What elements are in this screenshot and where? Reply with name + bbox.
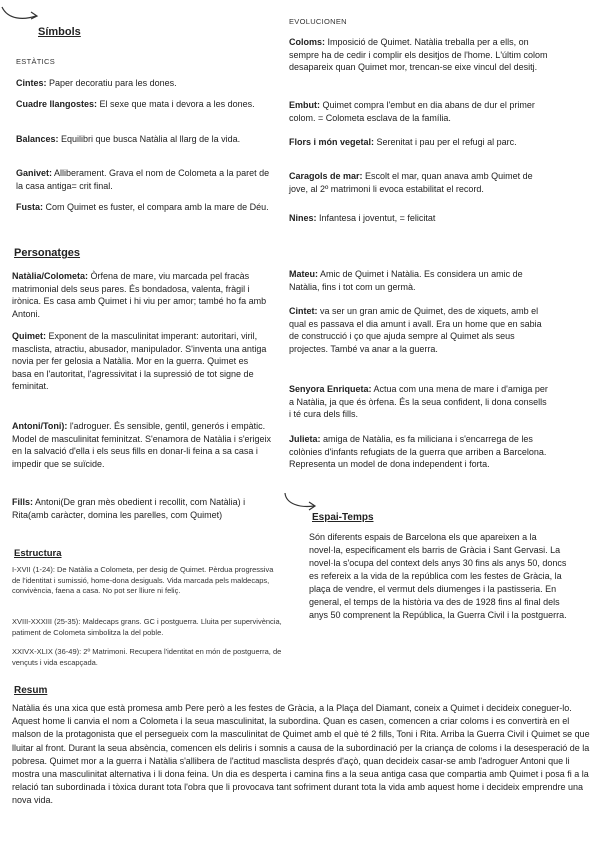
espai-temps-text: Són diferents espais de Barcelona els que apareixen a la novel·la, especificament els barris de Gràcia i Sant Gervasi. La novel·la s'ocupa del context dels anys 30 fins als anys 50, doncs es refereix a la vida de la república com les festes de Gràcia, la plaça de vendre, el vermut dels diumenges i la pastisseria. En general, el temps de la història va des de 1928 fins al final dels anys 50 comprenent la República, la Guerra Civil i la postguerra. <box>309 532 567 620</box>
simbol-cintes: Cintes: Paper decoratiu para les dones. <box>16 78 177 88</box>
simbol-ganivet: Ganivet: Alliberament. Grava el nom de Colometa a la paret de la casa antiga= crit final. <box>16 168 270 191</box>
personatge-julieta: Julieta: amiga de Natàlia, es fa miliciana i s'encarrega de les colònies d'infants refugiats de la guerra que arriben a Barcelona. Representa un model de dona independent i forta. <box>289 434 547 469</box>
personatge-fills: Fills: Antoni(De gran mès obedient i recollit, com Natàlia) i Rita(amb caràcter, domina les parelles, com Quimet) <box>12 497 246 520</box>
espai-temps-title: Espai-Temps <box>312 512 374 523</box>
simbols-subtitle: ESTÀTICS <box>16 57 56 66</box>
resum-title: Resum <box>14 685 48 696</box>
simbol-balances: Balances: Equilibri que busca Natàlia al llarg de la vida. <box>16 134 241 144</box>
estructura-title: Estructura <box>14 548 62 559</box>
personatge-natalia: Natàlia/Colometa: Òrfena de mare, viu marcada pel fracàs matrimonial dels seus pares. És bondadosa, valenta, fràgil i irònica. Es casa amb Quimet i hi viu per amor; també ho fa amb Antoni. <box>12 271 267 319</box>
evolucionen-subtitle: EVOLUCIONEN <box>289 17 347 26</box>
resum-text: Natàlia és una xica que està promesa amb Pere però a les festes de Gràcia, a la Plaça del Diamant, coneix a Quimet i decideix coneguer-lo. Aquest home li canvia el nom a Colometa i la seua masculinitat, la subordina. Quan es casen, comencen a criar coloms i es convertirà en el malson de la protagonista que el persegueix com la masculinitat de Quimet amb el què té 2 fills, Toni i Rita. Arriba la Guerra Civil i Quimet se que lluitar al front. Durant la seua absència, comencen els deliris i somnis a causa de la subordinació per la criança de coloms i la desesperació de la pobresa. Quimet mor a la guerra i Natàlia s'allibera de l'actitud masclista després d'açò, quan decideix casar-se amb l'adroguer Antoni que li mostra una masculinitat alternativa i li dona feina. Un dia es desperta i camina fins a la seua antiga casa que compartia amb Quimet i posa fi a la relació tan subordinada i tòxica durant tota l'obra que li provocava tant sofriment durant tota la vida amb aquest home i decideix emprendre una nova vida. <box>12 703 590 806</box>
personatge-quimet: Quimet: Exponent de la masculinitat imperant: autoritari, viril, masclista, atractiu, abusador, manipulador. S'inventa una antiga novia per fer gelosia a Natàlia. Mor en la guerra. Quimet es basa en l'autoritat, l'agressivitat i la supressió de tot signe de feminitat. <box>12 331 267 391</box>
personatge-antoni: Antoni/Toni): l'adroguer. És sensible, gentil, generós i empàtic. Model de masculinitat feminitzat. S'enamora de Natàlia i s'erigeix en la salvació d'ella i els seus fills en donar-li feina a sa casa i impedir que se suïcide. <box>12 421 272 469</box>
personatge-cintet: Cintet: va ser un gran amic de Quimet, des de xiquets, amb el qual es passava el dia amunt i avall. Era un home que en sabia de construcció i ço que ajuda sempre al Quimet als seus projectes. També va anar a la guerra. <box>289 306 542 354</box>
personatges-title: Personatges <box>14 247 81 259</box>
evol-embut: Embut: Quimet compra l'embut en dia abans de dur el primer colom. = Colometa esclava de la família. <box>289 100 535 123</box>
estructura-part-1: I-XVII (1-24): De Natàlia a Colometa, per desig de Quimet. Pèrdua progressiva de l'identitat i sumissió, home-dona desiguals. Vida marcada pels maldecaps, convivència, faena a casa. No pot ser lliure ni feliç. <box>12 565 274 595</box>
estructura-part-2: XVIII-XXXIII (25-35): Maldecaps grans. GC i postguerra. Lluita per supervivència, patiment de Colometa simbolitza la del poble. <box>12 617 282 637</box>
simbol-fusta: Fusta: Com Quimet es fuster, el compara amb la mare de Déu. <box>16 202 269 212</box>
evol-coloms: Coloms: Imposició de Quimet. Natàlia treballa per a ells, on sempre ha de cedir i complir els desitjos de l'home. L'últim colom desapareix quan Quimet mor, trencan-se eixe vincul del desitj. <box>289 37 548 72</box>
estructura-part-3: XXIVX-XLIX (36-49): 2º Matrimoni. Recupera l'identitat en món de postguerra, de vençuts i vida escapçada. <box>12 647 282 667</box>
evol-nines: Nines: Infantesa i joventut, = felicitat <box>289 213 436 223</box>
simbol-cuadre: Cuadre llangostes: El sexe que mata i devora a les dones. <box>16 99 255 109</box>
simbols-title: Símbols <box>38 26 81 38</box>
evol-flors: Flors i món vegetal: Serenitat i pau per el refugi al parc. <box>289 137 517 147</box>
evol-caragols: Caragols de mar: Escolt el mar, quan anava amb Quimet de jove, al 2º matrimoni li evoca estabilitat el record. <box>289 171 533 194</box>
personatge-mateu: Mateu: Amic de Quimet i Natàlia. Es considera un amic de Natàlia, fins i tot com un germà. <box>289 269 523 292</box>
personatge-enriqueta: Senyora Enriqueta: Actua com una mena de mare i d'amiga per a Natàlia, ja que és òrfena. És la seua confident, li dona consells i té cura dels fills. <box>289 384 548 419</box>
curved-arrow-icon <box>0 4 42 26</box>
